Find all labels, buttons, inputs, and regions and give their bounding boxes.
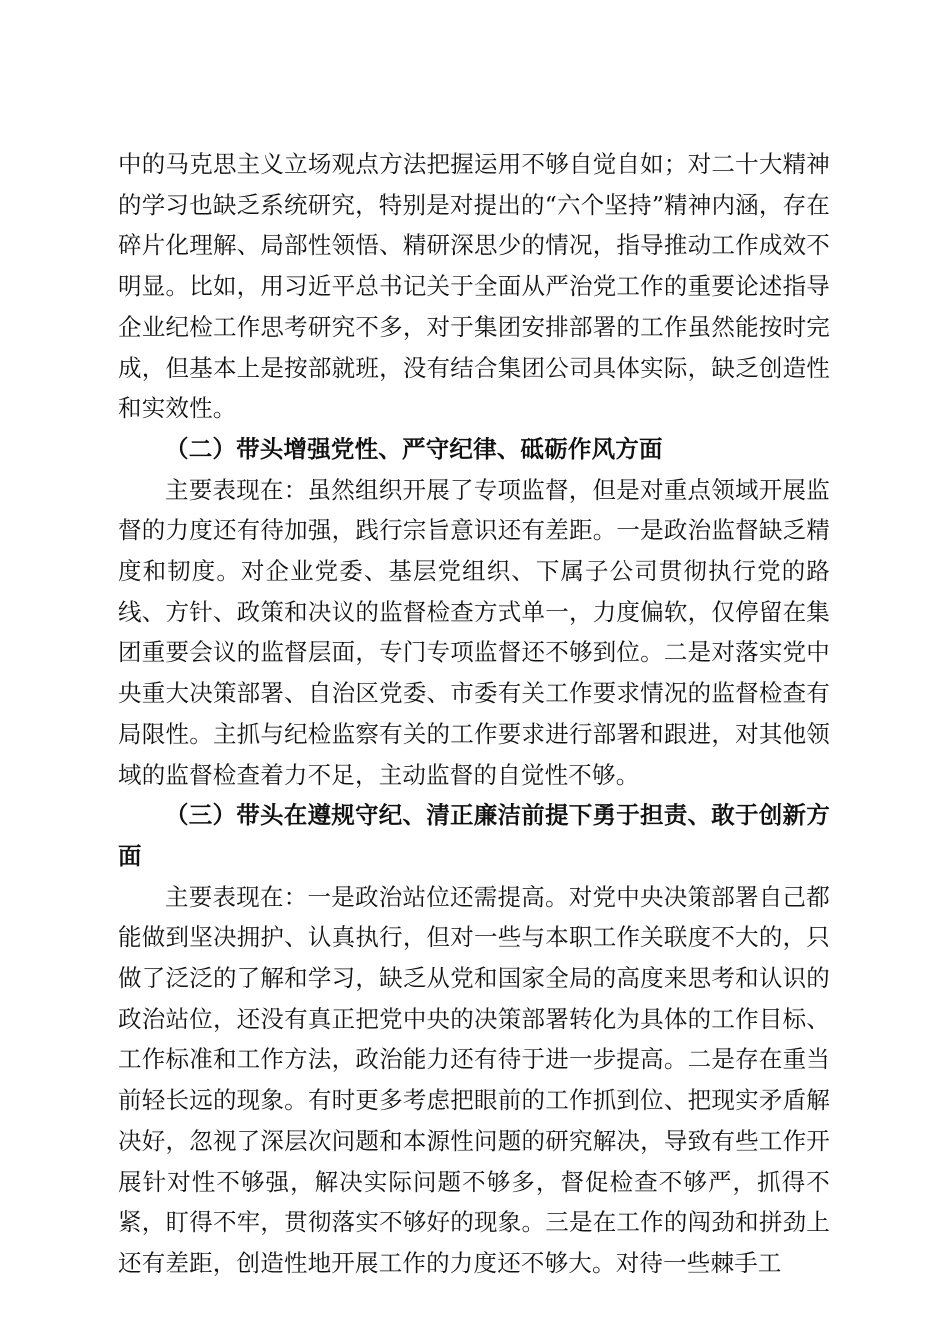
paragraph-section-3: 主要表现在：一是政治站位还需提高。对党中央决策部署自己都能做到坚决拥护、认真执行，但对一些与本职工作关联度不大的，只做了泛泛的了解和学习，缺乏从党和国家全局的高度来思考和认识的政治站位，还没有真正把党中央的决策部署转化为具体的工作目标、工作标准和工作方法，政治能力还有待于进一步提高。二是存在重当前轻长远的现象。有时更多考虑把眼前的工作抓到位、把现实矛盾解决好，忽视了深层次问题和本源性问题的研究解决，导致有些工作开展针对性不够强，解决实际问题不够多，督促检查不够严，抓得不紧，盯得不牢，贯彻落实不够好的现象。三是在工作的闯劲和拼劲上还有差距，创造性地开展工作的力度还不够大。对待一些棘手工 [118, 882, 830, 1277]
section-heading-2: （二）带头增强党性、严守纪律、砥砺作风方面 [165, 434, 663, 463]
paragraph-continuation: 中的马克思主义立场观点方法把握运用不够自觉自如；对二十大精神的学习也缺乏系统研究，特别是对提出的“六个坚持”精神内涵，存在碎片化理解、局部性领悟、精研深思少的情况，指导推动工作成效不明显。比如，用习近平总书记关于全面从严治党工作的重要论述指导企业纪检工作思考研究不多，对于集团安排部署的工作虽然能按时完成，但基本上是按部就班，没有结合集团公司具体实际，缺乏创造性和实效性。 [118, 150, 830, 423]
section-heading-3: （三）带头在遵规守纪、清正廉洁前提下勇于担责、敢于创新方面 [118, 801, 830, 870]
paragraph-section-2: 主要表现在：虽然组织开展了专项监督，但是对重点领域开展监督的力度还有待加强，践行宗旨意识还有差距。一是政治监督缺乏精度和韧度。对企业党委、基层党组织、下属子公司贯彻执行党的路线、方针、政策和决议的监督检查方式单一，力度偏软，仅停留在集团重要会议的监督层面，专门专项监督还不够到位。二是对落实党中央重大决策部署、自治区党委、市委有关工作要求情况的监督检查有局限性。主抓与纪检监察有关的工作要求进行部署和跟进，对其他领域的监督检查着力不足，主动监督的自觉性不够。 [118, 475, 830, 789]
document-body [118, 144, 830, 1284]
